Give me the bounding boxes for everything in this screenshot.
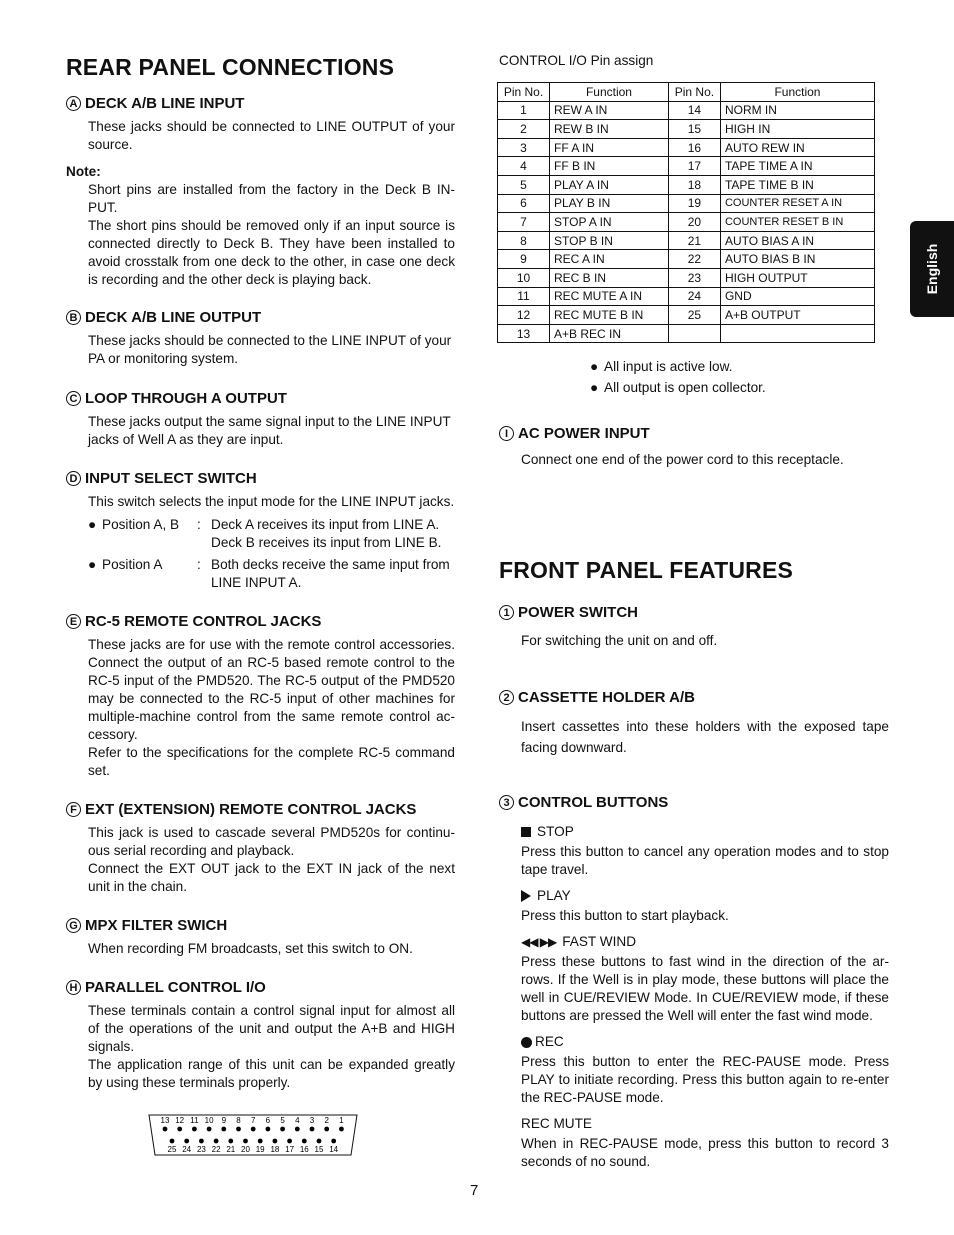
pin-label: 1 bbox=[339, 1116, 344, 1125]
pin-dot bbox=[280, 1127, 285, 1132]
letter-badge: H bbox=[66, 980, 81, 995]
pin-dot bbox=[192, 1127, 197, 1132]
pin-dot bbox=[295, 1127, 300, 1132]
function-cell: REC MUTE B IN bbox=[550, 306, 669, 325]
function-cell: GND bbox=[720, 287, 874, 306]
table-header: Function bbox=[550, 83, 669, 102]
pin-dot bbox=[324, 1127, 329, 1132]
fast-wind-label: FAST WIND bbox=[562, 934, 637, 949]
section-title: RC-5 REMOTE CONTROL JACKS bbox=[85, 613, 322, 630]
pin-number-cell: 2 bbox=[498, 120, 550, 139]
letter-badge: C bbox=[66, 391, 81, 406]
pin-number-cell: 7 bbox=[498, 213, 550, 232]
pin-dot bbox=[184, 1139, 189, 1144]
function-cell: AUTO BIAS B IN bbox=[720, 250, 874, 269]
pin-dot bbox=[287, 1139, 292, 1144]
pin-number-cell: 17 bbox=[668, 157, 720, 176]
section-text: This jack is used to cascade several PMD520s for continu-ous serial recording and playback. bbox=[88, 825, 455, 858]
pin-dot bbox=[228, 1139, 233, 1144]
fast-wind-icon: ◀◀ ▶▶ bbox=[521, 935, 557, 949]
pin-dot bbox=[273, 1139, 278, 1144]
section-input-select bbox=[66, 470, 455, 592]
section-loop-through bbox=[66, 390, 455, 449]
section-deck-line-input bbox=[66, 95, 455, 289]
pin-label: 25 bbox=[167, 1145, 177, 1154]
function-cell: NORM IN bbox=[720, 101, 874, 120]
function-cell: STOP A IN bbox=[550, 213, 669, 232]
pin-dot bbox=[207, 1127, 212, 1132]
section-mpx-filter bbox=[66, 917, 455, 958]
pin-number-cell: 19 bbox=[668, 194, 720, 213]
letter-badge: B bbox=[66, 310, 81, 325]
stop-label: STOP bbox=[537, 824, 574, 839]
rec-label: REC bbox=[535, 1034, 564, 1049]
note-text-1: Short pins are installed from the factory in the Deck B IN-PUT. bbox=[88, 182, 455, 215]
rec-mute-text: When in REC-PAUSE mode, press this button to record 3 seconds of no sound. bbox=[521, 1136, 889, 1169]
table-row bbox=[498, 175, 875, 194]
pin-label: 9 bbox=[221, 1116, 227, 1125]
section-title: CONTROL BUTTONS bbox=[518, 794, 669, 811]
pin-number-cell: 21 bbox=[668, 231, 720, 250]
pin-label: 10 bbox=[204, 1116, 214, 1125]
function-cell: REC A IN bbox=[550, 250, 669, 269]
section-text: This switch selects the input mode for the LINE INPUT jacks. bbox=[88, 494, 455, 509]
section-text: These jacks are for use with the remote control accessories. Connect the output of an RC-5 based remote control to the RC-5 input of the PMD520. The RC-5 output of the PMD520 may be connected to the RC-5 input of other machines for multiple-machine control from the same remote control ac-cessory. bbox=[88, 637, 455, 742]
section-cassette-holder bbox=[499, 689, 889, 758]
function-cell: HIGH OUTPUT bbox=[720, 268, 874, 287]
pin-number-cell: 22 bbox=[668, 250, 720, 269]
pin-number-cell: 24 bbox=[668, 287, 720, 306]
function-cell: COUNTER RESET A IN bbox=[720, 194, 874, 213]
table-row bbox=[498, 157, 875, 176]
pin-number-cell: 15 bbox=[668, 120, 720, 139]
section-title: INPUT SELECT SWITCH bbox=[85, 470, 257, 487]
rec-mute-label: REC MUTE bbox=[521, 1116, 592, 1131]
play-label: PLAY bbox=[537, 888, 571, 903]
section-title: CASSETTE HOLDER A/B bbox=[518, 689, 695, 706]
function-cell bbox=[720, 324, 874, 343]
section-text: These terminals contain a control signal input for almost all of the operations of the unit and output the A+B and HIGH signals. bbox=[88, 1003, 455, 1054]
pin-number-cell: 12 bbox=[498, 306, 550, 325]
pin-dot bbox=[310, 1127, 315, 1132]
pin-number-cell: 5 bbox=[498, 175, 550, 194]
section-title: PARALLEL CONTROL I/O bbox=[85, 979, 266, 996]
pin-table-caption: CONTROL I/O Pin assign bbox=[499, 53, 654, 68]
table-row bbox=[498, 324, 875, 343]
function-cell: AUTO REW IN bbox=[720, 138, 874, 157]
section-title: AC POWER INPUT bbox=[518, 425, 650, 442]
pin-dot bbox=[317, 1139, 322, 1144]
function-cell: COUNTER RESET B IN bbox=[720, 213, 874, 232]
section-title: LOOP THROUGH A OUTPUT bbox=[85, 390, 287, 407]
function-cell: HIGH IN bbox=[720, 120, 874, 139]
letter-badge: F bbox=[66, 802, 81, 817]
note-text-2: The short pins should be removed only if an input source is connected directly to Deck B. They have been installed to avoid crosstalk from one deck to the other, in case one deck is recording and the other deck is playing back. bbox=[88, 218, 455, 287]
table-row bbox=[498, 268, 875, 287]
table-row bbox=[498, 194, 875, 213]
pin-label: 12 bbox=[175, 1116, 185, 1125]
stop-icon bbox=[521, 827, 531, 837]
letter-badge: D bbox=[66, 471, 81, 486]
function-cell: REW B IN bbox=[550, 120, 669, 139]
list-item: ● Position A, B : Deck A receives its input from LINE A. Deck B receives its input from LINE B. bbox=[88, 517, 442, 550]
pin-dot bbox=[339, 1127, 344, 1132]
pin-dot bbox=[331, 1139, 336, 1144]
section-text: Refer to the specifications for the complete RC-5 command set. bbox=[88, 745, 455, 778]
table-header: Function bbox=[720, 83, 874, 102]
section-text: These jacks output the same signal input to the LINE INPUT jacks of Well A as they are input. bbox=[88, 414, 451, 447]
rec-text: Press this button to enter the REC-PAUSE mode. Press PLAY to initiate recording. Press this button again to re-enter the REC-PAUSE mode. bbox=[521, 1054, 889, 1105]
pin-dot bbox=[251, 1127, 256, 1132]
stop-text: Press this button to cancel any operation modes and to stop tape travel. bbox=[521, 844, 889, 877]
pin-dot bbox=[302, 1139, 307, 1144]
play-text: Press this button to start playback. bbox=[521, 908, 729, 923]
table-row bbox=[498, 138, 875, 157]
section-title: POWER SWITCH bbox=[518, 604, 638, 621]
pin-number-cell: 9 bbox=[498, 250, 550, 269]
pin-dot bbox=[214, 1139, 219, 1144]
pin-dot bbox=[258, 1139, 263, 1144]
section-title: DECK A/B LINE OUTPUT bbox=[85, 309, 262, 326]
rear-panel-title: REAR PANEL CONNECTIONS bbox=[66, 54, 395, 80]
pin-label: 20 bbox=[241, 1145, 250, 1154]
section-title: EXT (EXTENSION) REMOTE CONTROL JACKS bbox=[85, 801, 417, 818]
pin-dot bbox=[177, 1127, 182, 1132]
pin-label: 16 bbox=[299, 1145, 309, 1154]
language-tab bbox=[910, 221, 954, 317]
pin-dot bbox=[170, 1139, 175, 1144]
pin-number-cell: 4 bbox=[498, 157, 550, 176]
pin-number-cell: 18 bbox=[668, 175, 720, 194]
table-row bbox=[498, 101, 875, 120]
pin-label: 4 bbox=[295, 1116, 300, 1125]
table-row bbox=[498, 287, 875, 306]
letter-badge: A bbox=[66, 96, 81, 111]
number-badge: 3 bbox=[499, 795, 514, 810]
section-control-buttons bbox=[499, 794, 889, 1171]
page-number: 7 bbox=[470, 1182, 479, 1199]
pin-number-cell: 1 bbox=[498, 101, 550, 120]
list-item: ● All input is active low. bbox=[590, 359, 733, 374]
function-cell: A+B OUTPUT bbox=[720, 306, 874, 325]
function-cell: FF A IN bbox=[550, 138, 669, 157]
function-cell: REC B IN bbox=[550, 268, 669, 287]
section-text: Connect the EXT OUT jack to the EXT IN jack of the next unit in the chain. bbox=[88, 861, 455, 894]
table-header: Pin No. bbox=[668, 83, 720, 102]
pin-number-cell: 14 bbox=[668, 101, 720, 120]
function-cell: PLAY A IN bbox=[550, 175, 669, 194]
pin-label: 5 bbox=[280, 1116, 285, 1125]
pin-label: 19 bbox=[255, 1145, 265, 1154]
pin-label: 17 bbox=[285, 1145, 295, 1154]
table-row bbox=[498, 231, 875, 250]
pin-label: 14 bbox=[329, 1145, 339, 1154]
list-item: ● All output is open collector. bbox=[590, 380, 766, 395]
section-text: Connect one end of the power cord to this receptacle. bbox=[521, 452, 844, 467]
section-title: DECK A/B LINE INPUT bbox=[85, 95, 245, 112]
pin-number-cell: 3 bbox=[498, 138, 550, 157]
section-text: These jacks should be connected to the LINE INPUT of your PA or monitoring system. bbox=[88, 333, 452, 366]
pin-number-cell bbox=[668, 324, 720, 343]
list-item: ● Position A : Both decks receive the same input from LINE INPUT A. bbox=[88, 557, 450, 590]
pin-label: 13 bbox=[160, 1116, 170, 1125]
section-text: When recording FM broadcasts, set this switch to ON. bbox=[88, 941, 413, 956]
pin-number-cell: 10 bbox=[498, 268, 550, 287]
section-text: The application range of this unit can be expanded greatly by using these terminals properly. bbox=[88, 1057, 455, 1090]
function-cell: STOP B IN bbox=[550, 231, 669, 250]
pin-dot bbox=[163, 1127, 168, 1132]
pin-number-cell: 25 bbox=[668, 306, 720, 325]
pin-label: 15 bbox=[314, 1145, 324, 1154]
section-text: Insert cassettes into these holders with the exposed tape facing downward. bbox=[521, 719, 889, 755]
function-cell: REW A IN bbox=[550, 101, 669, 120]
pin-number-cell: 13 bbox=[498, 324, 550, 343]
pin-label: 3 bbox=[309, 1116, 315, 1125]
fast-wind-text: Press these buttons to fast wind in the direction of the ar-rows. If the Well is in play mode, these buttons will place the well in CUE/REVIEW Mode. In CUE/REVIEW mode, if these buttons are pressed the Well will enter the fast wind mode. bbox=[521, 954, 889, 1023]
letter-badge: I bbox=[499, 426, 514, 441]
front-panel-title: FRONT PANEL FEATURES bbox=[499, 557, 794, 583]
pin-dot bbox=[266, 1127, 271, 1132]
pin-label: 18 bbox=[270, 1145, 280, 1154]
section-text: For switching the unit on and off. bbox=[521, 633, 718, 648]
function-cell: AUTO BIAS A IN bbox=[720, 231, 874, 250]
table-row bbox=[498, 306, 875, 325]
section-rc5 bbox=[66, 613, 455, 780]
pin-label: 11 bbox=[190, 1116, 199, 1125]
pin-label: 22 bbox=[211, 1145, 221, 1154]
table-header: Pin No. bbox=[498, 83, 550, 102]
pin-label: 6 bbox=[265, 1116, 271, 1125]
note-label: Note: bbox=[66, 164, 101, 179]
pin-dot bbox=[199, 1139, 204, 1144]
play-icon bbox=[521, 890, 531, 902]
pin-label: 2 bbox=[324, 1116, 329, 1125]
pin-table-notes bbox=[590, 358, 766, 397]
table-row bbox=[498, 213, 875, 232]
rec-icon bbox=[521, 1037, 532, 1048]
function-cell: REC MUTE A IN bbox=[550, 287, 669, 306]
pin-number-cell: 11 bbox=[498, 287, 550, 306]
pin-label: 23 bbox=[196, 1145, 206, 1154]
number-badge: 1 bbox=[499, 605, 514, 620]
letter-badge: G bbox=[66, 918, 81, 933]
letter-badge: E bbox=[66, 614, 81, 629]
pin-number-cell: 23 bbox=[668, 268, 720, 287]
function-cell: TAPE TIME A IN bbox=[720, 157, 874, 176]
pin-number-cell: 20 bbox=[668, 213, 720, 232]
function-cell: TAPE TIME B IN bbox=[720, 175, 874, 194]
number-badge: 2 bbox=[499, 690, 514, 705]
pin-label: 24 bbox=[182, 1145, 192, 1154]
section-power-switch bbox=[499, 604, 889, 650]
section-ac-power bbox=[499, 425, 889, 469]
table-row bbox=[498, 120, 875, 139]
pin-number-cell: 6 bbox=[498, 194, 550, 213]
pin-number-cell: 8 bbox=[498, 231, 550, 250]
section-ext-remote bbox=[66, 801, 455, 896]
pin-dot bbox=[236, 1127, 241, 1132]
pin-dot bbox=[243, 1139, 248, 1144]
function-cell: PLAY B IN bbox=[550, 194, 669, 213]
dsub-connector-diagram bbox=[147, 1113, 361, 1159]
pin-assign-table bbox=[497, 82, 875, 343]
section-parallel-control bbox=[66, 979, 455, 1092]
pin-label: 8 bbox=[236, 1116, 241, 1125]
pin-label: 21 bbox=[226, 1145, 236, 1154]
pin-dot bbox=[221, 1127, 226, 1132]
language-tab-label: English bbox=[924, 243, 940, 295]
section-title: MPX FILTER SWICH bbox=[85, 917, 228, 934]
section-deck-line-output bbox=[66, 309, 455, 368]
pin-number-cell: 16 bbox=[668, 138, 720, 157]
section-text: These jacks should be connected to LINE OUTPUT of your source. bbox=[88, 119, 455, 152]
function-cell: A+B REC IN bbox=[550, 324, 669, 343]
function-cell: FF B IN bbox=[550, 157, 669, 176]
table-row bbox=[498, 250, 875, 269]
pin-label: 7 bbox=[250, 1116, 256, 1125]
